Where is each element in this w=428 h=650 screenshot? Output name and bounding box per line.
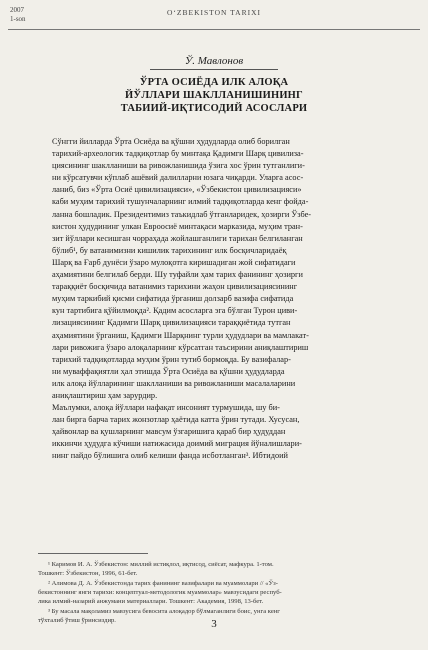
author-divider: [150, 69, 278, 70]
text-line: ҳайвонлар ва қушларнинг мавсум ўзгаришига қараб бир ҳудуддан: [52, 427, 286, 437]
text-line: кун тартибига қўйилмоқда². Қадим асосларга эга бўлган Турон циви-: [52, 306, 298, 316]
header-divider: [8, 29, 420, 30]
footnote-line: Тошкент: Ўзбекистон, 1996, 61-бет.: [38, 570, 138, 577]
footnote-line: тўхталиб ўтиш ўринсиздир.: [38, 617, 116, 624]
text-line: Сўнгги йилларда Ўрта Осиёда ва қўшни ҳудудларда олиб борилган: [52, 137, 290, 146]
text-line: ни кўрсатувчи кўплаб ашёвий далилларни юзага чиқарди. Уларга асос-: [52, 173, 304, 183]
page-number: 3: [211, 618, 217, 630]
text-line: Маълумки, алоқа йўллари нафақат инсоният турмушида, шу би-: [52, 403, 280, 413]
text-line: иккинчи ҳудудга кўчиши натижасида доимий миграция йўналишлари-: [52, 439, 302, 449]
text-line: лан бирга барча тарих жонзотлар ҳаётида катта ўрин тутади. Хусусан,: [52, 415, 300, 425]
title-line: ЙЎЛЛАРИ ШАКЛЛАНИШИНИНГ: [125, 90, 303, 101]
article-author: Ў. Мавлонов: [184, 55, 244, 67]
text-line: тарихий тадқиқотларда муҳим ўрин тутиб бормоқда. Бу вазифалар-: [52, 354, 291, 364]
text-line: тараққиёт босқичида ватанимиз тарихини жаҳон цивилизациясининг: [52, 282, 298, 292]
footnote-line: лика илмий-назарий анжумани материаллари. Тошкент: Академия, 1998, 13-бет.: [38, 598, 264, 605]
body-paragraph: [38, 402, 394, 462]
text-line: циясининг шаклланиши ва ривожланишида ўзига хос ўрин тутганлиги-: [52, 161, 305, 171]
title-line: ТАБИИЙ-ИҚТИСОДИЙ АСОСЛАРИ: [120, 103, 308, 114]
header-issue: 1-son: [10, 15, 26, 23]
footnote-line: ³ Бу масала мақоламиз мавзусига бевосита алоқадор бўлмаганлиги боис, унга кенг: [48, 608, 280, 615]
text-line: лизациясининг Қадимги Шарқ цивилизацияси тараққиётида тутган: [52, 318, 291, 328]
footnotes: [38, 560, 394, 626]
text-line: ланна бошладик. Президентимиз таъкидлаб ўтганларидек, ҳозирги Ўзбе-: [52, 209, 312, 219]
text-line: тарихий-археологик тадқиқотлар бу минтақа Қадимги Шарқ цивилиза-: [52, 149, 304, 159]
text-line: ни муваффақиятли ҳал этишда Ўрта Осиёда ва қўшни ҳудудларда: [52, 366, 285, 376]
text-line: ланиб, биз «Ўрта Осиё цивилизацияси», «Ўзбекистон цивилизацияси»: [52, 185, 302, 195]
text-line: каби муҳим тарихий тушунчаларнинг илмий тадқиқотларда кенг фойда-: [52, 197, 309, 207]
text-line: муҳим таркибий қисми сифатида ўрганиш долзарб вазифа сифатида: [52, 294, 294, 304]
footnote: [38, 560, 394, 578]
text-line: Шарқ ва Ғарб дунёси ўзаро мулоқотга киришадиган жой сифатидаги: [52, 257, 296, 267]
article-title: [0, 76, 428, 115]
text-line: аниқлаштириш ҳам зарурдир.: [52, 390, 158, 400]
title-line: ЎРТА ОСИЁДА ИЛК АЛОҚА: [139, 77, 289, 88]
article-body: [38, 136, 394, 463]
footnote: [38, 579, 394, 606]
body-paragraph: [38, 136, 394, 402]
footnote-line: ² Алимова Д. А. Ўзбекистонда тарих фанининг вазифалари ва муаммолари // «Ўз-: [48, 580, 278, 587]
header-year: 2007: [10, 6, 24, 14]
text-line: нинг пайдо бўлишига олиб келиши фанда исботланган³. Ибтидоий: [52, 451, 288, 461]
text-line: илк алоқа йўлларининг шаклланиши ва ривожланиши масалаларини: [52, 378, 296, 388]
text-line: кистон ҳудудининг улкан Евроосиё минтақаси марказида, муҳим тран-: [52, 221, 303, 231]
text-line: лари ривожига ўзаро алоқаларнинг кўрсатган таъсирини аниқлаштириш: [52, 342, 309, 352]
text-line: зит йўллари кесишган чорраҳада жойлашганлиги тарихан белгиланган: [52, 233, 303, 243]
footnote-line: ¹ Каримов И. А. Ўзбекистон: миллий истиқлол, иқтисод, сиёсат, мафкура. 1-том.: [48, 561, 274, 568]
footnote-line: бекистоннинг янги тарихи: концептуал-методологик муаммолар» мавзусидаги респуб-: [38, 589, 282, 596]
text-line: бўлиб¹, бу ватанимизни кишилик тарихининг илк босқичларидаёқ: [52, 245, 287, 255]
footnote-divider: [38, 553, 148, 554]
text-line: аҳамиятини ўрганиш, Қадимги Шарқнинг турли ҳудудлари ва мамлакат-: [52, 330, 309, 340]
text-line: аҳамиятини белгилаб берди. Шу туфайли ҳам тарих фанининг ҳозирги: [52, 270, 303, 280]
journal-title: O‘ZBEKISTON TARIXI: [167, 8, 261, 17]
